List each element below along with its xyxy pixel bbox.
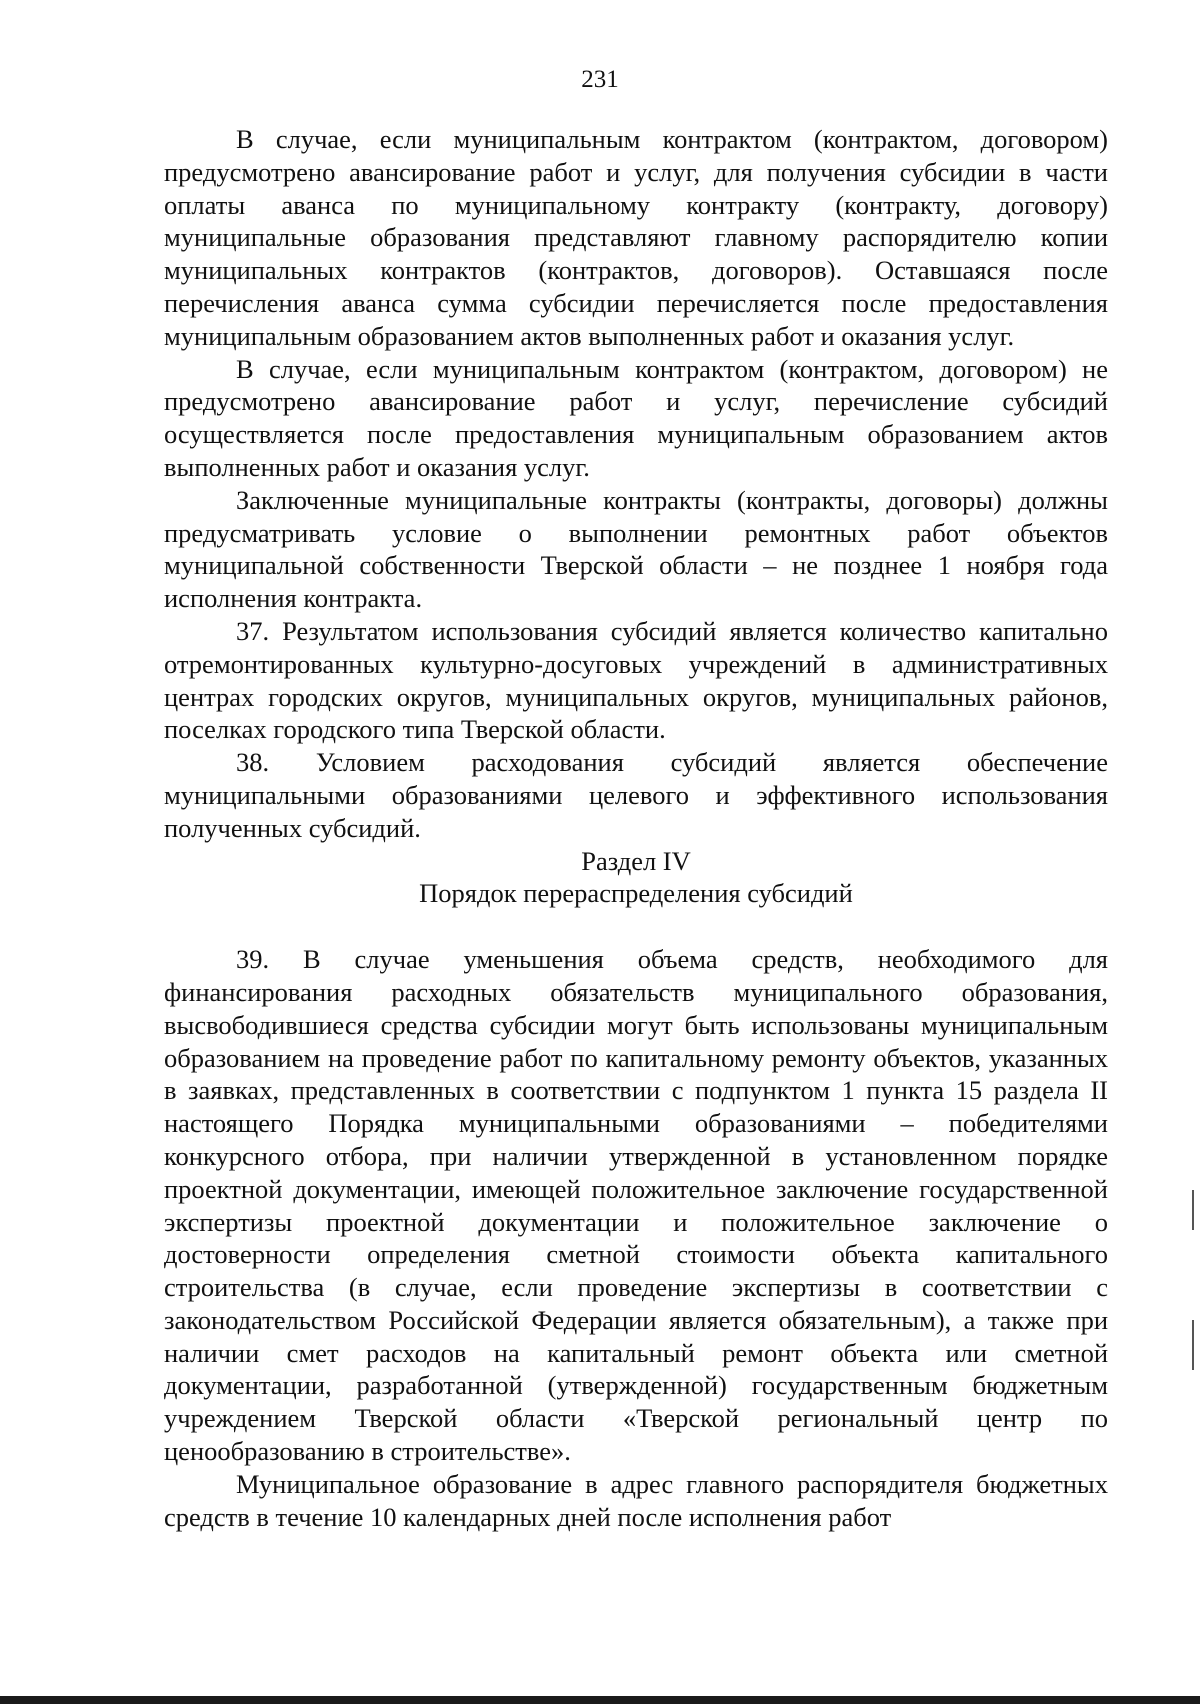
- paragraph-item-39: 39. В случае уменьшения объема средств, необходимого для финансирования расходных обязательств муниципального образования, высвободившиеся средства субсидии могут быть использованы муниципальным образованием на проведение работ по капитальному ремонту объектов, указанных в заявках, представленных в соответствии с подпунктом 1 пункта 15 раздела II настоящего Порядка муниципальными образованиями – победителями конкурсного отбора, при наличии утвержденной в установленном порядке проектной документации, имеющей положительное заключение государственной экспертизы проектной документации и положительное заключение о достоверности определения сметной стоимости объекта капитального строительства (в случае, если проведение экспертизы в соответствии с законодательством Российской Федерации является обязательным), а также при наличии смет расходов на капитальный ремонт объекта или сметной документации, разработанной (утвержденной) государственным бюджетным учреждением Тверской области «Тверской региональный центр по ценообразованию в строительстве».: [164, 944, 1108, 1467]
- paragraph-municipal-report: Муниципальное образование в адрес главного распорядителя бюджетных средств в течение 10 календарных дней после исполнения работ: [164, 1468, 1108, 1532]
- page-number: 231: [581, 66, 619, 93]
- scan-artifact-mark: [1192, 1190, 1194, 1230]
- scan-artifact-mark: [1192, 1320, 1194, 1370]
- scan-edge: [0, 1696, 1200, 1704]
- paragraph-contract-terms: Заключенные муниципальные контракты (контракты, договоры) должны предусматривать условие о выполнении ремонтных работ объектов муниципальной собственности Тверской области – не позднее 1 ноября года исполнения контракта.: [164, 484, 1108, 614]
- document-body: [164, 123, 1108, 1533]
- paragraph-item-37: 37. Результатом использования субсидий является количество капитально отремонтированных культурно-досуговых учреждений в административных центрах городских округов, муниципальных округов, муниципальных районов, поселках городского типа Тверской области.: [164, 615, 1108, 745]
- paragraph-item-38: 38. Условием расходования субсидий является обеспечение муниципальными образованиями целевого и эффективного использования полученных субсидий.: [164, 747, 1108, 843]
- paragraph-no-advance: В случае, если муниципальным контрактом (контрактом, договором) не предусмотрено авансирование работ и услуг, перечисление субсидий осуществляется после предоставления муниципальным образованием актов выполненных работ и оказания услуг.: [164, 353, 1108, 482]
- section-label: Раздел IV: [581, 845, 691, 876]
- paragraph-advance-payment: В случае, если муниципальным контрактом (контрактом, договором) предусмотрено авансирование работ и услуг, для получения субсидии в части оплаты аванса по муниципальному контракту (контракту, договору) муниципальные образования представляют главному распорядителю копии муниципальных контрактов (контрактов, договоров). Оставшаяся после перечисления аванса сумма субсидии перечисляется после предоставления муниципальным образованием актов выполненных работ и оказания услуг.: [164, 124, 1108, 351]
- section-title: Порядок перераспределения субсидий: [419, 878, 853, 909]
